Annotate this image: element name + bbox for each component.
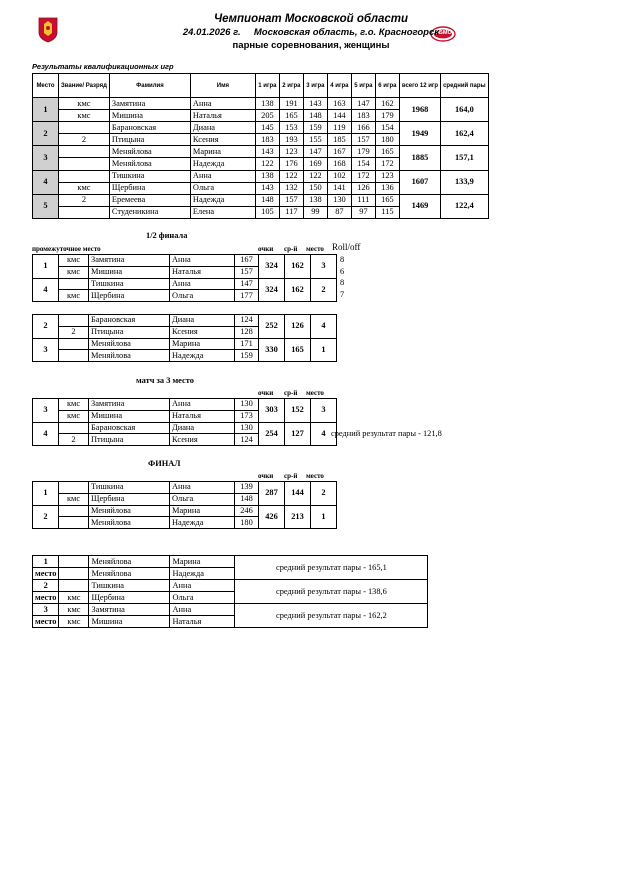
table-row [33,580,428,592]
player-rank: кмс [59,110,110,122]
player-rank: кмс [59,182,110,194]
table-row [33,315,337,327]
player-score: 124 [235,434,259,446]
player-rank [59,278,89,290]
game-score: 165 [279,110,303,122]
pair-average: 157,1 [441,146,489,170]
pair-points: 330 [259,338,285,362]
rolloff-value: 7 [340,289,345,299]
table-row [33,505,337,517]
table-row [33,255,337,267]
player-rank: кмс [59,410,89,422]
player-surname: Меняйлова [89,338,170,350]
third-col-place: место [306,389,324,397]
semi-col-place: место [306,245,324,253]
player-surname: Барановская [109,122,190,134]
game-score: 102 [327,170,351,182]
game-score: 123 [375,170,399,182]
third-place-note: средний результат пары - 121,8 [331,429,442,438]
player-name: Наталья [170,266,235,278]
final-title: ФИНАЛ [148,459,181,468]
player-surname: Меняйлова [89,568,170,580]
pair-result-place: 1 [311,505,337,529]
player-rank [59,580,89,592]
pair-seed: 4 [33,278,59,302]
third-col-points: очки [258,389,274,397]
player-name: Наталья [170,410,235,422]
game-score: 147 [303,146,327,158]
summary-table [32,555,428,628]
pair-seed: 1 [33,255,59,279]
pair-avg: 126 [285,315,311,339]
player-rank: кмс [59,255,89,267]
player-score: 139 [235,482,259,494]
game-score: 159 [303,122,327,134]
pair-result-place: 4 [311,315,337,339]
player-rank [59,158,110,170]
game-score: 119 [327,122,351,134]
player-surname: Птицына [89,434,170,446]
final-place: 2 [33,580,59,592]
pair-avg: 165 [285,338,311,362]
game-score: 143 [255,182,279,194]
game-score: 138 [255,170,279,182]
player-rank: кмс [59,616,89,628]
player-rank [59,505,89,517]
game-score: 154 [351,158,375,170]
player-surname: Мишина [89,266,170,278]
table-row [33,604,428,616]
player-surname: Птицына [109,134,190,146]
game-score: 162 [375,98,399,110]
pair-points: 287 [259,482,285,506]
player-name: Надежда [170,517,235,529]
player-name: Марина [170,556,235,568]
player-surname: Студеникина [109,206,190,218]
page-title: Чемпионат Московской области [213,13,409,25]
player-rank: 2 [59,134,110,146]
player-surname: Меняйлова [89,505,170,517]
pair-points: 426 [259,505,285,529]
player-surname: Замятина [89,399,170,411]
pair-place: 2 [33,122,59,146]
player-name: Надежда [170,350,235,362]
qual-header-9: 6 игра [375,74,399,98]
player-rank [59,338,89,350]
player-rank [59,556,89,568]
game-score: 172 [375,158,399,170]
player-surname: Мишина [109,110,190,122]
third-col-avg: ср-й [284,389,298,397]
game-score: 172 [351,170,375,182]
pair-result-place: 1 [311,338,337,362]
game-score: 148 [255,194,279,206]
pair-seed: 2 [33,505,59,529]
pair-average-note: средний результат пары - 165,1 [235,556,428,580]
player-name: Диана [170,422,235,434]
player-rank [59,482,89,494]
semi-table-2 [32,314,337,362]
qual-header-6: 3 игра [303,74,327,98]
qual-header-2: Фамилия [109,74,190,98]
game-score: 117 [279,206,303,218]
player-surname: Тишкина [89,278,170,290]
third-place-title: матч за 3 место [136,376,194,385]
player-name: Надежда [170,568,235,580]
game-score: 179 [351,146,375,158]
pair-avg: 152 [285,399,311,423]
game-score: 105 [255,206,279,218]
player-surname: Меняйлова [109,146,190,158]
pair-points: 324 [259,278,285,302]
player-name: Наталья [190,110,255,122]
pair-seed: 3 [33,338,59,362]
game-score: 154 [375,122,399,134]
game-score: 183 [351,110,375,122]
player-rank: кмс [59,399,89,411]
pair-total: 1885 [399,146,440,170]
player-name: Анна [170,580,235,592]
game-score: 169 [303,158,327,170]
pair-place: 3 [33,146,59,170]
player-score: 173 [235,410,259,422]
pair-place: 5 [33,194,59,218]
player-rank [59,422,89,434]
pair-average-note: средний результат пары - 138,6 [235,580,428,604]
game-score: 157 [279,194,303,206]
game-score: 148 [303,110,327,122]
player-rank [59,206,110,218]
player-surname: Щербина [89,290,170,302]
qual-header-11: средний пары [441,74,489,98]
table-row [33,146,489,158]
pair-avg: 144 [285,482,311,506]
player-surname: Щербина [89,592,170,604]
player-name: Диана [190,122,255,134]
fbmo-logo-text: ФБМО [434,30,452,36]
pair-place: 4 [33,170,59,194]
table-row [33,122,489,134]
qual-header-3: Имя [190,74,255,98]
game-score: 143 [255,146,279,158]
player-name: Ксения [190,134,255,146]
game-score: 122 [255,158,279,170]
player-score: 124 [235,315,259,327]
player-name: Анна [190,170,255,182]
game-score: 165 [375,194,399,206]
player-name: Марина [170,505,235,517]
pair-seed: 4 [33,422,59,446]
player-rank: кмс [59,290,89,302]
pair-seed: 3 [33,399,59,423]
player-score: 177 [235,290,259,302]
event-location: Московская область, г.о. Красногорск [253,27,440,38]
game-score: 147 [351,98,375,110]
player-rank: кмс [59,98,110,110]
page-subtitle: парные соревнования, женщины [232,40,390,51]
intermediate-place-label: промежуточное место [32,245,101,253]
final-place-word: место [33,616,59,628]
pair-points: 254 [259,422,285,446]
qual-header-10: всего 12 игр [399,74,440,98]
game-score: 150 [303,182,327,194]
game-score: 143 [303,98,327,110]
final-place: 3 [33,604,59,616]
game-score: 155 [303,134,327,146]
game-score: 87 [327,206,351,218]
pair-seed: 2 [33,315,59,339]
player-rank [59,350,89,362]
game-score: 99 [303,206,327,218]
game-score: 138 [255,98,279,110]
player-name: Елена [190,206,255,218]
rolloff-value: 6 [340,266,345,276]
player-score: 147 [235,278,259,290]
qual-section-title: Результаты квалификационных игр [32,62,174,71]
table-row [33,338,337,350]
player-surname: Тишкина [89,580,170,592]
player-name: Марина [190,146,255,158]
pair-average-note: средний результат пары - 162,2 [235,604,428,628]
rolloff-value: 8 [340,255,345,264]
pair-total: 1469 [399,194,440,218]
game-score: 97 [351,206,375,218]
pair-result-place: 3 [311,399,337,423]
final-col-place: место [306,472,324,480]
player-surname: Барановская [89,315,170,327]
game-score: 180 [375,134,399,146]
table-row [33,482,337,494]
player-surname: Меняйлова [109,158,190,170]
player-score: 130 [235,399,259,411]
pair-average: 133,9 [441,170,489,194]
pair-average: 164,0 [441,98,489,122]
player-name: Наталья [170,616,235,628]
semi-title: 1/2 финала [146,231,188,240]
player-name: Анна [170,399,235,411]
rolloff-label: Roll/off [332,242,361,252]
qual-header-4: 1 игра [255,74,279,98]
player-surname: Щербина [109,182,190,194]
player-score: 128 [235,326,259,338]
qual-header-0: Место [33,74,59,98]
pair-place: 1 [33,98,59,122]
game-score: 111 [351,194,375,206]
player-score: 159 [235,350,259,362]
player-name: Анна [190,98,255,110]
game-score: 145 [255,122,279,134]
player-rank: 2 [59,194,110,206]
game-score: 179 [375,110,399,122]
player-score: 246 [235,505,259,517]
player-name: Ксения [170,326,235,338]
game-score: 166 [351,122,375,134]
pair-result-place: 2 [311,278,337,302]
game-score: 130 [327,194,351,206]
qual-header-1: Звание/ Разряд [59,74,110,98]
game-score: 141 [327,182,351,194]
player-name: Анна [170,482,235,494]
game-score: 132 [279,182,303,194]
player-name: Ольга [170,290,235,302]
pair-points: 324 [259,255,285,279]
player-surname: Тишкина [89,482,170,494]
player-name: Ольга [190,182,255,194]
pair-average: 122,4 [441,194,489,218]
player-name: Анна [170,604,235,616]
game-score: 138 [303,194,327,206]
player-rank [59,146,110,158]
player-score: 157 [235,266,259,278]
third-place-table [32,398,337,446]
game-score: 183 [255,134,279,146]
game-score: 136 [375,182,399,194]
game-score: 193 [279,134,303,146]
player-name: Ольга [170,493,235,505]
game-score: 153 [279,122,303,134]
player-rank: 2 [59,434,89,446]
pair-total: 1607 [399,170,440,194]
game-score: 185 [327,134,351,146]
pair-avg: 162 [285,278,311,302]
semi-col-points: очки [258,245,274,253]
pair-points: 252 [259,315,285,339]
player-score: 130 [235,422,259,434]
final-place: 1 [33,556,59,568]
pair-average: 162,4 [441,122,489,146]
final-place-word: место [33,592,59,604]
player-rank [59,517,89,529]
player-name: Ольга [170,592,235,604]
final-col-avg: ср-й [284,472,298,480]
player-score: 180 [235,517,259,529]
player-rank: кмс [59,604,89,616]
player-score: 171 [235,338,259,350]
player-surname: Мишина [89,410,170,422]
player-rank: кмс [59,266,89,278]
player-surname: Еремеева [109,194,190,206]
player-rank: кмс [59,592,89,604]
pair-total: 1949 [399,122,440,146]
player-name: Марина [170,338,235,350]
player-rank [59,315,89,327]
player-rank [59,122,110,134]
table-row [33,170,489,182]
player-score: 148 [235,493,259,505]
semi-table-1 [32,254,337,302]
game-score: 191 [279,98,303,110]
player-surname: Барановская [89,422,170,434]
rolloff-value: 8 [340,278,345,287]
player-name: Анна [170,278,235,290]
qualification-table [32,73,489,219]
final-table [32,481,337,529]
pair-avg: 213 [285,505,311,529]
game-score: 126 [351,182,375,194]
player-score: 167 [235,255,259,267]
player-name: Надежда [190,194,255,206]
player-surname: Меняйлова [89,350,170,362]
game-score: 122 [303,170,327,182]
player-surname: Меняйлова [89,517,170,529]
table-row [33,98,489,110]
game-score: 168 [327,158,351,170]
player-rank [59,568,89,580]
table-row [33,399,337,411]
pair-avg: 162 [285,255,311,279]
table-row [33,422,337,434]
player-rank [59,170,110,182]
pair-total: 1968 [399,98,440,122]
qual-header-5: 2 игра [279,74,303,98]
game-score: 165 [375,146,399,158]
game-score: 123 [279,146,303,158]
player-name: Надежда [190,158,255,170]
pair-result-place: 3 [311,255,337,279]
game-score: 157 [351,134,375,146]
player-surname: Замятина [89,604,170,616]
table-row [33,278,337,290]
qual-header-7: 4 игра [327,74,351,98]
game-score: 144 [327,110,351,122]
table-row [33,194,489,206]
final-col-points: очки [258,472,274,480]
game-score: 115 [375,206,399,218]
player-surname: Птицына [89,326,170,338]
pair-result-place: 4 [311,422,337,446]
game-score: 205 [255,110,279,122]
player-rank: кмс [59,493,89,505]
pair-points: 303 [259,399,285,423]
game-score: 122 [279,170,303,182]
pair-avg: 127 [285,422,311,446]
player-surname: Тишкина [109,170,190,182]
player-name: Ксения [170,434,235,446]
pair-seed: 1 [33,482,59,506]
game-score: 167 [327,146,351,158]
date-location [0,27,622,38]
player-surname: Замятина [89,255,170,267]
semi-col-avg: ср-й [284,245,298,253]
player-name: Анна [170,255,235,267]
pair-result-place: 2 [311,482,337,506]
player-rank: 2 [59,326,89,338]
game-score: 163 [327,98,351,110]
table-row [33,556,428,568]
final-place-word: место [33,568,59,580]
player-surname: Меняйлова [89,556,170,568]
event-date: 24.01.2026 г. [182,27,241,38]
player-name: Диана [170,315,235,327]
game-score: 176 [279,158,303,170]
player-surname: Щербина [89,493,170,505]
player-surname: Мишина [89,616,170,628]
qual-header-8: 5 игра [351,74,375,98]
player-surname: Замятина [109,98,190,110]
